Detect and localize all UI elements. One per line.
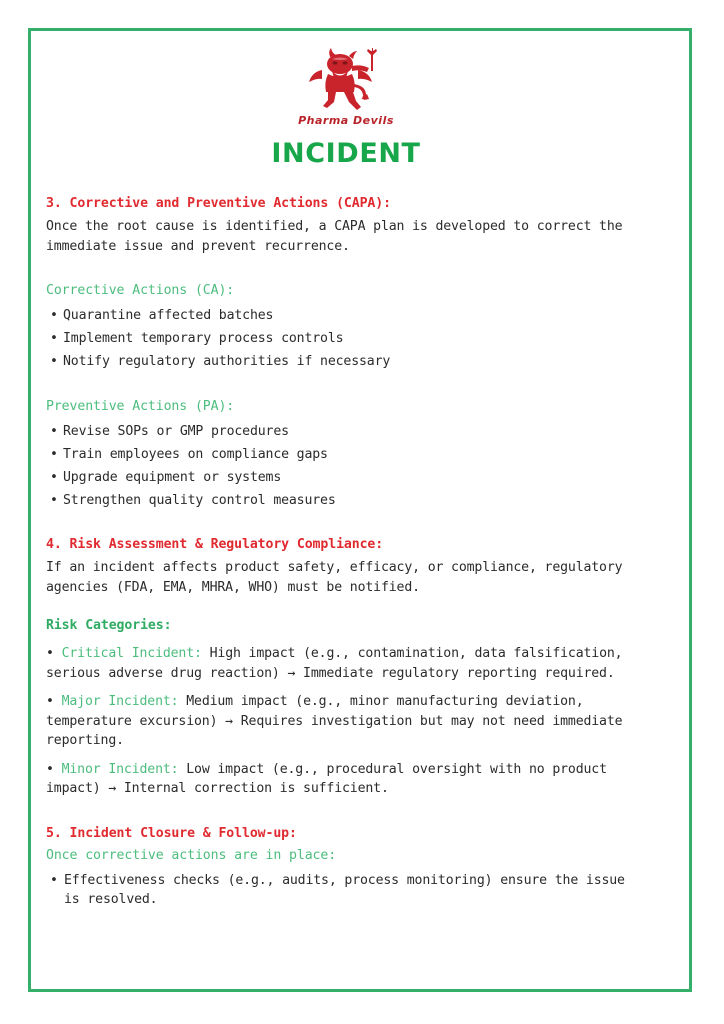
bullet-glyph: • xyxy=(46,646,54,661)
list-item: • Revise SOPs or GMP procedures xyxy=(46,422,646,442)
risk-category-label: Minor Incident: xyxy=(61,761,179,777)
list-item: • Quarantine affected batches xyxy=(46,306,646,326)
risk-category-minor xyxy=(46,760,646,799)
subsection-preventive-actions xyxy=(46,398,646,511)
list-item: • Notify regulatory authorities if necessary xyxy=(46,352,646,372)
list-item: • Train employees on compliance gaps xyxy=(46,445,646,465)
section-incident-closure xyxy=(46,825,646,910)
red-devil-mascot-icon xyxy=(292,44,400,110)
closure-list xyxy=(46,871,646,910)
list-item: • Effectiveness checks (e.g., audits, process monitoring) ensure the issue is resolved. xyxy=(46,871,646,910)
section-risk-heading: 4. Risk Assessment & Regulatory Compliance: xyxy=(46,537,384,552)
corrective-actions-subheading: Corrective Actions (CA): xyxy=(46,283,235,298)
list-item: • Strengthen quality control measures xyxy=(46,491,646,511)
section-capa xyxy=(46,195,646,256)
risk-category-text: Low impact (e.g., procedural oversight with no product impact) → Internal correction is sufficient. xyxy=(46,761,607,796)
preventive-actions-subheading: Preventive Actions (PA): xyxy=(46,398,235,414)
risk-category-major xyxy=(46,692,646,751)
risk-categories-subheading: Risk Categories: xyxy=(46,618,172,633)
risk-category-text: High impact (e.g., contamination, data falsification, serious adverse drug reaction) → Immediate regulatory reporting required. xyxy=(46,646,623,681)
page-title: INCIDENT xyxy=(271,138,421,169)
section-capa-paragraph: Once the root cause is identified, a CAPA plan is developed to correct the immediate issue and prevent recurrence. xyxy=(46,219,623,254)
risk-category-label: Major Incident: xyxy=(61,694,179,709)
list-item: • Upgrade equipment or systems xyxy=(46,468,646,488)
preventive-actions-list xyxy=(46,422,646,511)
closure-subheading: Once corrective actions are in place: xyxy=(46,847,337,863)
risk-category-text: Medium impact (e.g., minor manufacturing deviation, temperature excursion) → Requires investigation but may not need immediate reporting. xyxy=(46,694,623,748)
corrective-actions-list xyxy=(46,306,646,372)
document-content xyxy=(46,40,646,910)
risk-category-critical xyxy=(46,644,646,683)
list-item: • Implement temporary process controls xyxy=(46,329,646,349)
section-risk-assessment xyxy=(46,536,646,597)
brand-wordmark: Pharma Devils xyxy=(298,114,394,127)
bullet-glyph: • xyxy=(46,761,54,777)
section-closure-heading: 5. Incident Closure & Follow-up: xyxy=(46,825,297,841)
section-capa-heading: 3. Corrective and Preventive Actions (CAPA): xyxy=(46,196,391,211)
bullet-glyph: • xyxy=(46,694,54,709)
document-header xyxy=(46,40,646,169)
section-risk-paragraph: If an incident affects product safety, efficacy, or compliance, regulatory agencies (FDA, EMA, MHRA, WHO) must be notified. xyxy=(46,560,623,595)
subsection-corrective-actions xyxy=(46,282,646,372)
risk-category-label: Critical Incident: xyxy=(61,646,202,661)
subsection-risk-categories xyxy=(46,617,646,799)
